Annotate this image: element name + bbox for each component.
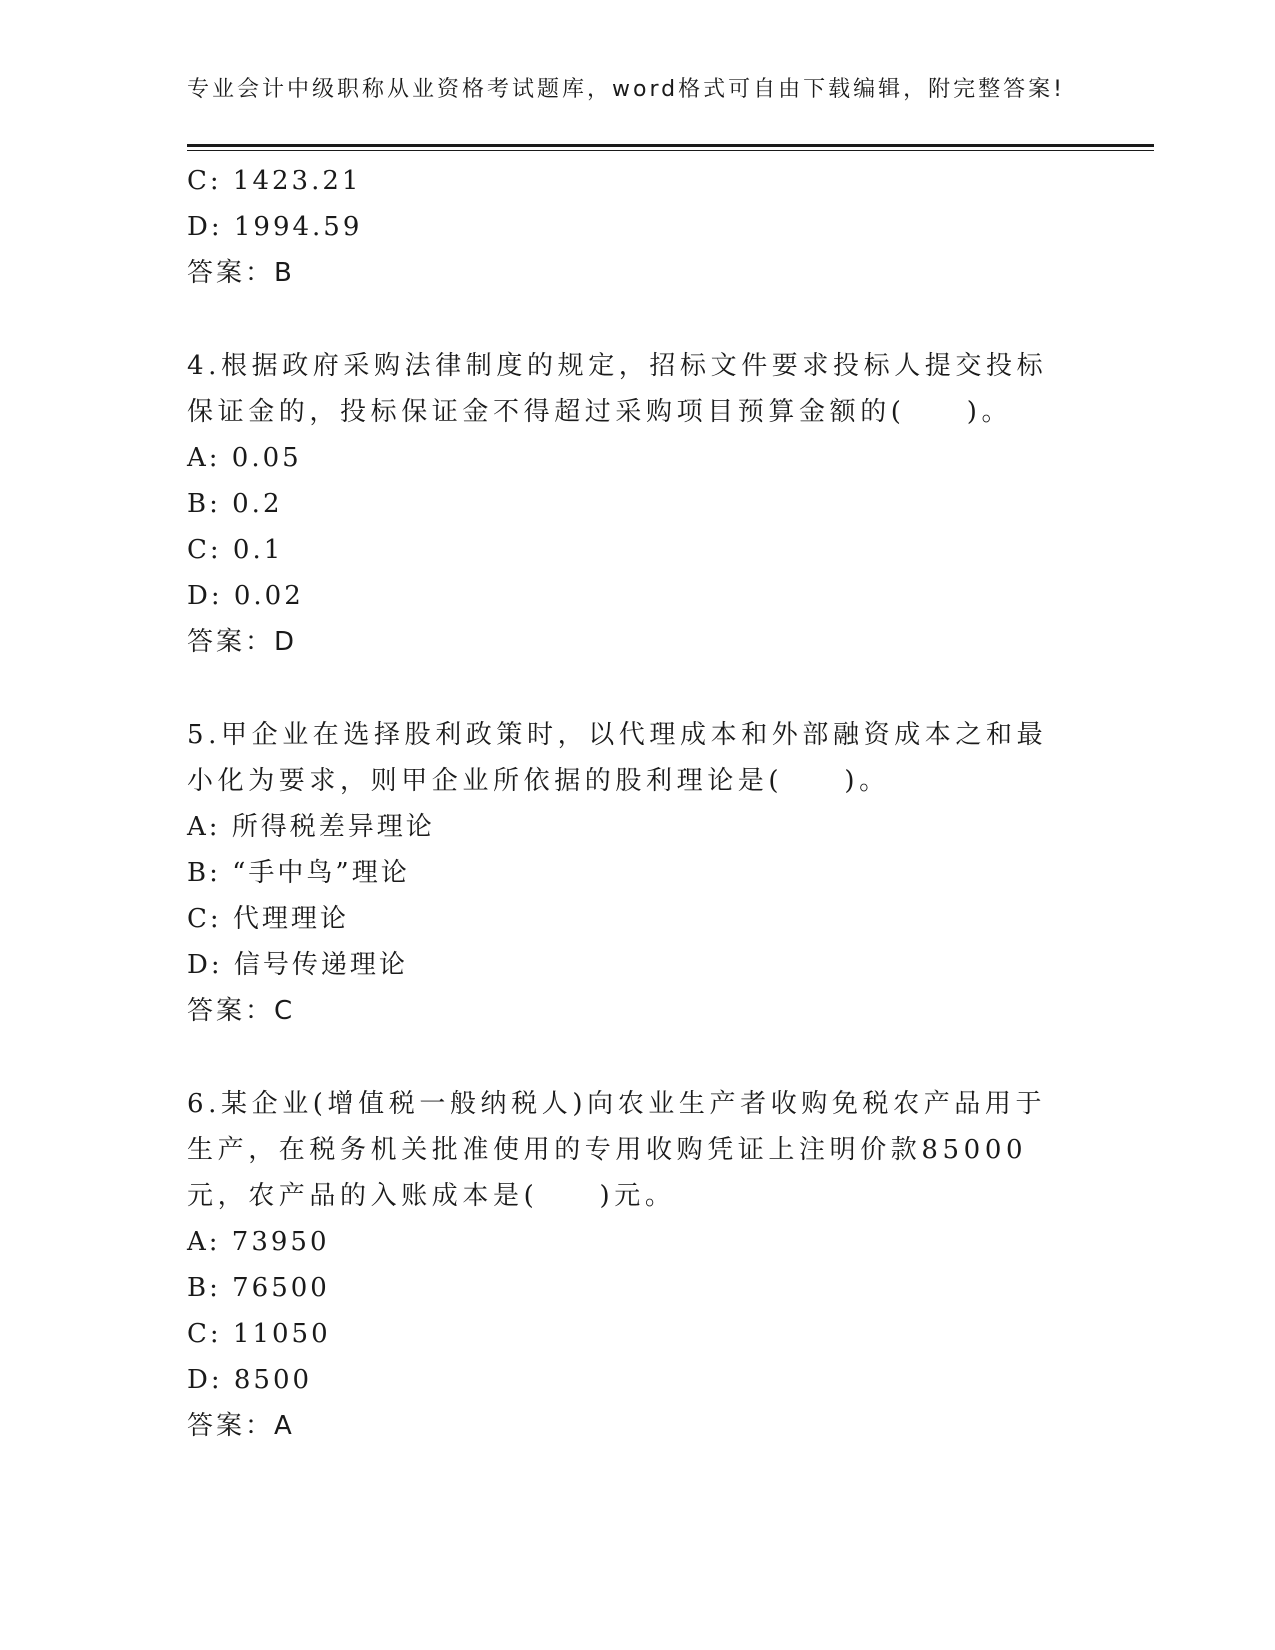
question-6 <box>187 1081 1067 1449</box>
question-5 <box>187 712 1067 1034</box>
answer-line: 答案：D <box>187 627 298 657</box>
option-a: A: 所得税差异理论 <box>187 812 435 842</box>
option-a: A: 73950 <box>187 1227 330 1257</box>
page-header-title: 专业会计中级职称从业资格考试题库，word格式可自由下载编辑，附完整答案! <box>187 77 1065 102</box>
option-b: B: 76500 <box>187 1273 330 1303</box>
question-list <box>187 158 1067 1449</box>
answer-line: 答案：A <box>187 1411 295 1441</box>
answer-line: 答案：B <box>187 258 295 288</box>
answer-line: 答案：C <box>187 996 296 1026</box>
option-d: D: 0.02 <box>187 581 304 611</box>
header-rule-thin <box>187 150 1154 151</box>
option-b: B: “手中鸟”理论 <box>187 858 410 888</box>
option-c: C: 0.1 <box>187 535 284 565</box>
option-a: A: 0.05 <box>187 443 302 473</box>
header-rule-thick <box>187 144 1154 147</box>
option-b: B: 0.2 <box>187 489 283 519</box>
option-c: C: 1423.21 <box>187 166 362 196</box>
question-3-tail <box>187 158 1067 296</box>
option-d: D: 信号传递理论 <box>187 950 408 980</box>
question-stem: 5.甲企业在选择股利政策时，以代理成本和外部融资成本之和最小化为要求，则甲企业所依据的股利理论是( )。 <box>187 720 1048 796</box>
question-4 <box>187 343 1067 665</box>
option-c: C: 代理理论 <box>187 904 349 934</box>
question-stem: 4.根据政府采购法律制度的规定，招标文件要求投标人提交投标保证金的，投标保证金不得超过采购项目预算金额的( )。 <box>187 351 1048 427</box>
question-stem: 6.某企业(增值税一般纳税人)向农业生产者收购免税农产品用于生产，在税务机关批准使用的专用收购凭证上注明价款85000元，农产品的入账成本是( )元。 <box>187 1089 1047 1211</box>
option-c: C: 11050 <box>187 1319 331 1349</box>
option-d: D: 1994.59 <box>187 212 363 242</box>
option-d: D: 8500 <box>187 1365 313 1395</box>
